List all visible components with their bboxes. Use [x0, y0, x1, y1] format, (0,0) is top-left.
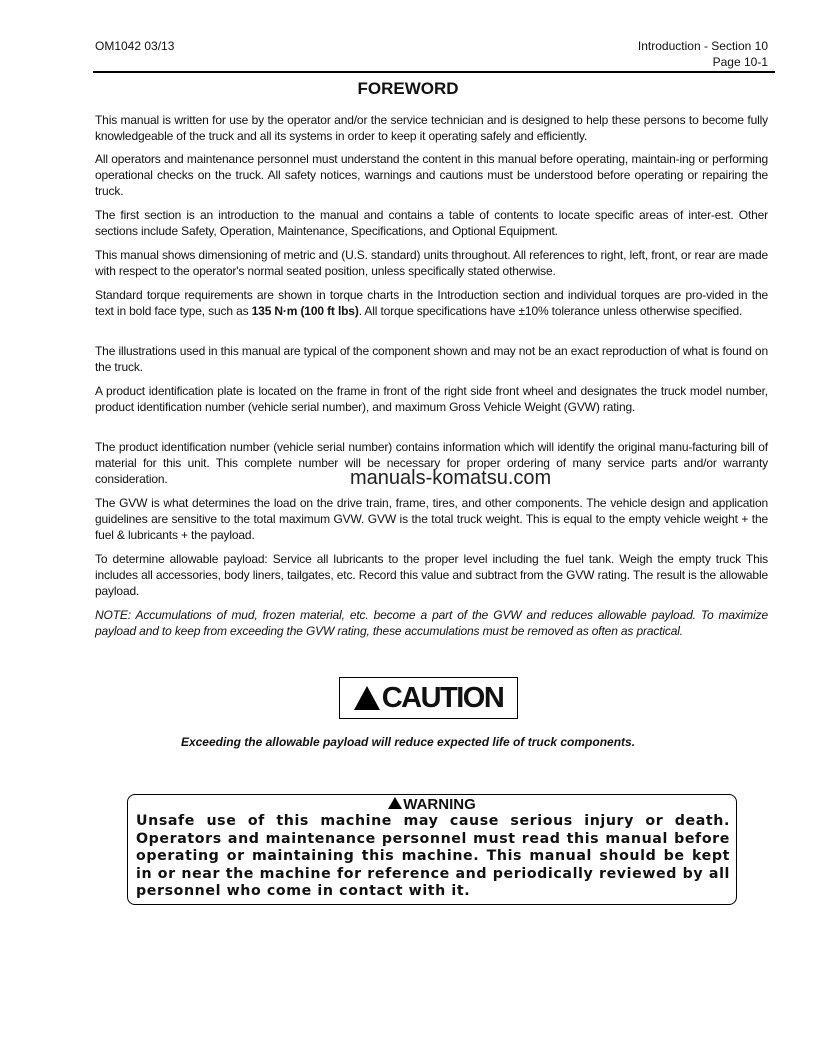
paragraph: The illustrations used in this manual are typical of the component shown and may not be an exact reproduction of what is found on the truck. [95, 344, 768, 374]
note: NOTE: Accumulations of mud, frozen material, etc. become a part of the GVW and reduces allowable payload. To maximize payload and to keep from exceeding the GVW rating, these accumulations must be removed as often as practical. [95, 608, 768, 638]
warning-header [128, 796, 736, 813]
paragraph: A product identification plate is located on the frame in front of the right side front wheel and designates the truck model number, product identification number (vehicle serial number), and maximum Gross Vehicle Weight (GVW) rating. [95, 384, 768, 414]
page-number: Page 10-1 [712, 55, 768, 69]
paragraph: To determine allowable payload: Service all lubricants to the proper level including the fuel tank. Weigh the empty truck This includes all accessories, body liners, tailgates, etc. Record this value and subtract from the GVW rating. The result is the allowable payload. [95, 552, 768, 598]
warning-label: WARNING [403, 796, 476, 813]
torque-paragraph [95, 287, 768, 319]
paragraph: The GVW is what determines the load on the drive train, frame, tires, and other components. The vehicle design and application guidelines are sensitive to the total maximum GVW. GVW is the total truck weight. This is equal to the empty vehicle weight + the fuel & lubricants + the payload. [95, 496, 768, 542]
watermark: manuals-komatsu.com [350, 467, 552, 489]
paragraph: All operators and maintenance personnel must understand the content in this manual before operating, maintain-ing or performing operational checks on the truck. All safety notices, warnings and cautions must be understood before operating or repairing the truck. [95, 152, 768, 198]
paragraph: This manual shows dimensioning of metric and (U.S. standard) units throughout. All references to right, left, front, or rear are made with respect to the operator's normal seated position, unless specifically stated otherwise. [95, 248, 768, 278]
warning-triangle-icon [354, 686, 380, 710]
torque-value: 135 N·m (100 ft lbs) [251, 304, 359, 318]
paragraph: The first section is an introduction to the manual and contains a table of contents to locate specific areas of inter-est. Other sections include Safety, Operation, Maintenance, Specifications, and Optional Equipment. [95, 208, 768, 238]
torque-text: Standard torque requirements are shown in torque charts in the Introduction section and individual torques are pro-vided in the text in bold face type, such as [95, 288, 768, 318]
section-label: Introduction - Section 10 [637, 39, 768, 53]
doc-id: OM1042 03/13 [95, 39, 175, 53]
page-title: FOREWORD [357, 79, 459, 98]
paragraph: This manual is written for use by the operator and/or the service technician and is designed to help these persons to become fully knowledgeable of the truck and all its systems in order to keep it operating safely and efficiently. [95, 113, 768, 143]
torque-text: . All torque specifications have ±10% tolerance unless otherwise specified. [358, 304, 743, 318]
header-rule [93, 71, 775, 73]
caution-label-box [339, 677, 518, 719]
warning-text: Unsafe use of this machine may cause serious injury or death. Operators and maintenance personnel must read this manual before operating or maintaining this machine. This manual should be kept in or near the machine for reference and periodically reviewed by all personnel who come in contact with it. [136, 813, 730, 899]
warning-triangle-icon [388, 797, 402, 809]
caution-label: CAUTION [381, 681, 504, 714]
warning-box [127, 794, 737, 905]
paragraph: The product identification number (vehicle serial number) contains information which will identify the original manu-facturing bill of material for this unit. This complete number will be necessary for proper ordering of many service parts and/or warranty consideration. [95, 440, 768, 486]
caution-text: Exceeding the allowable payload will reduce expected life of truck components. [180, 735, 636, 749]
